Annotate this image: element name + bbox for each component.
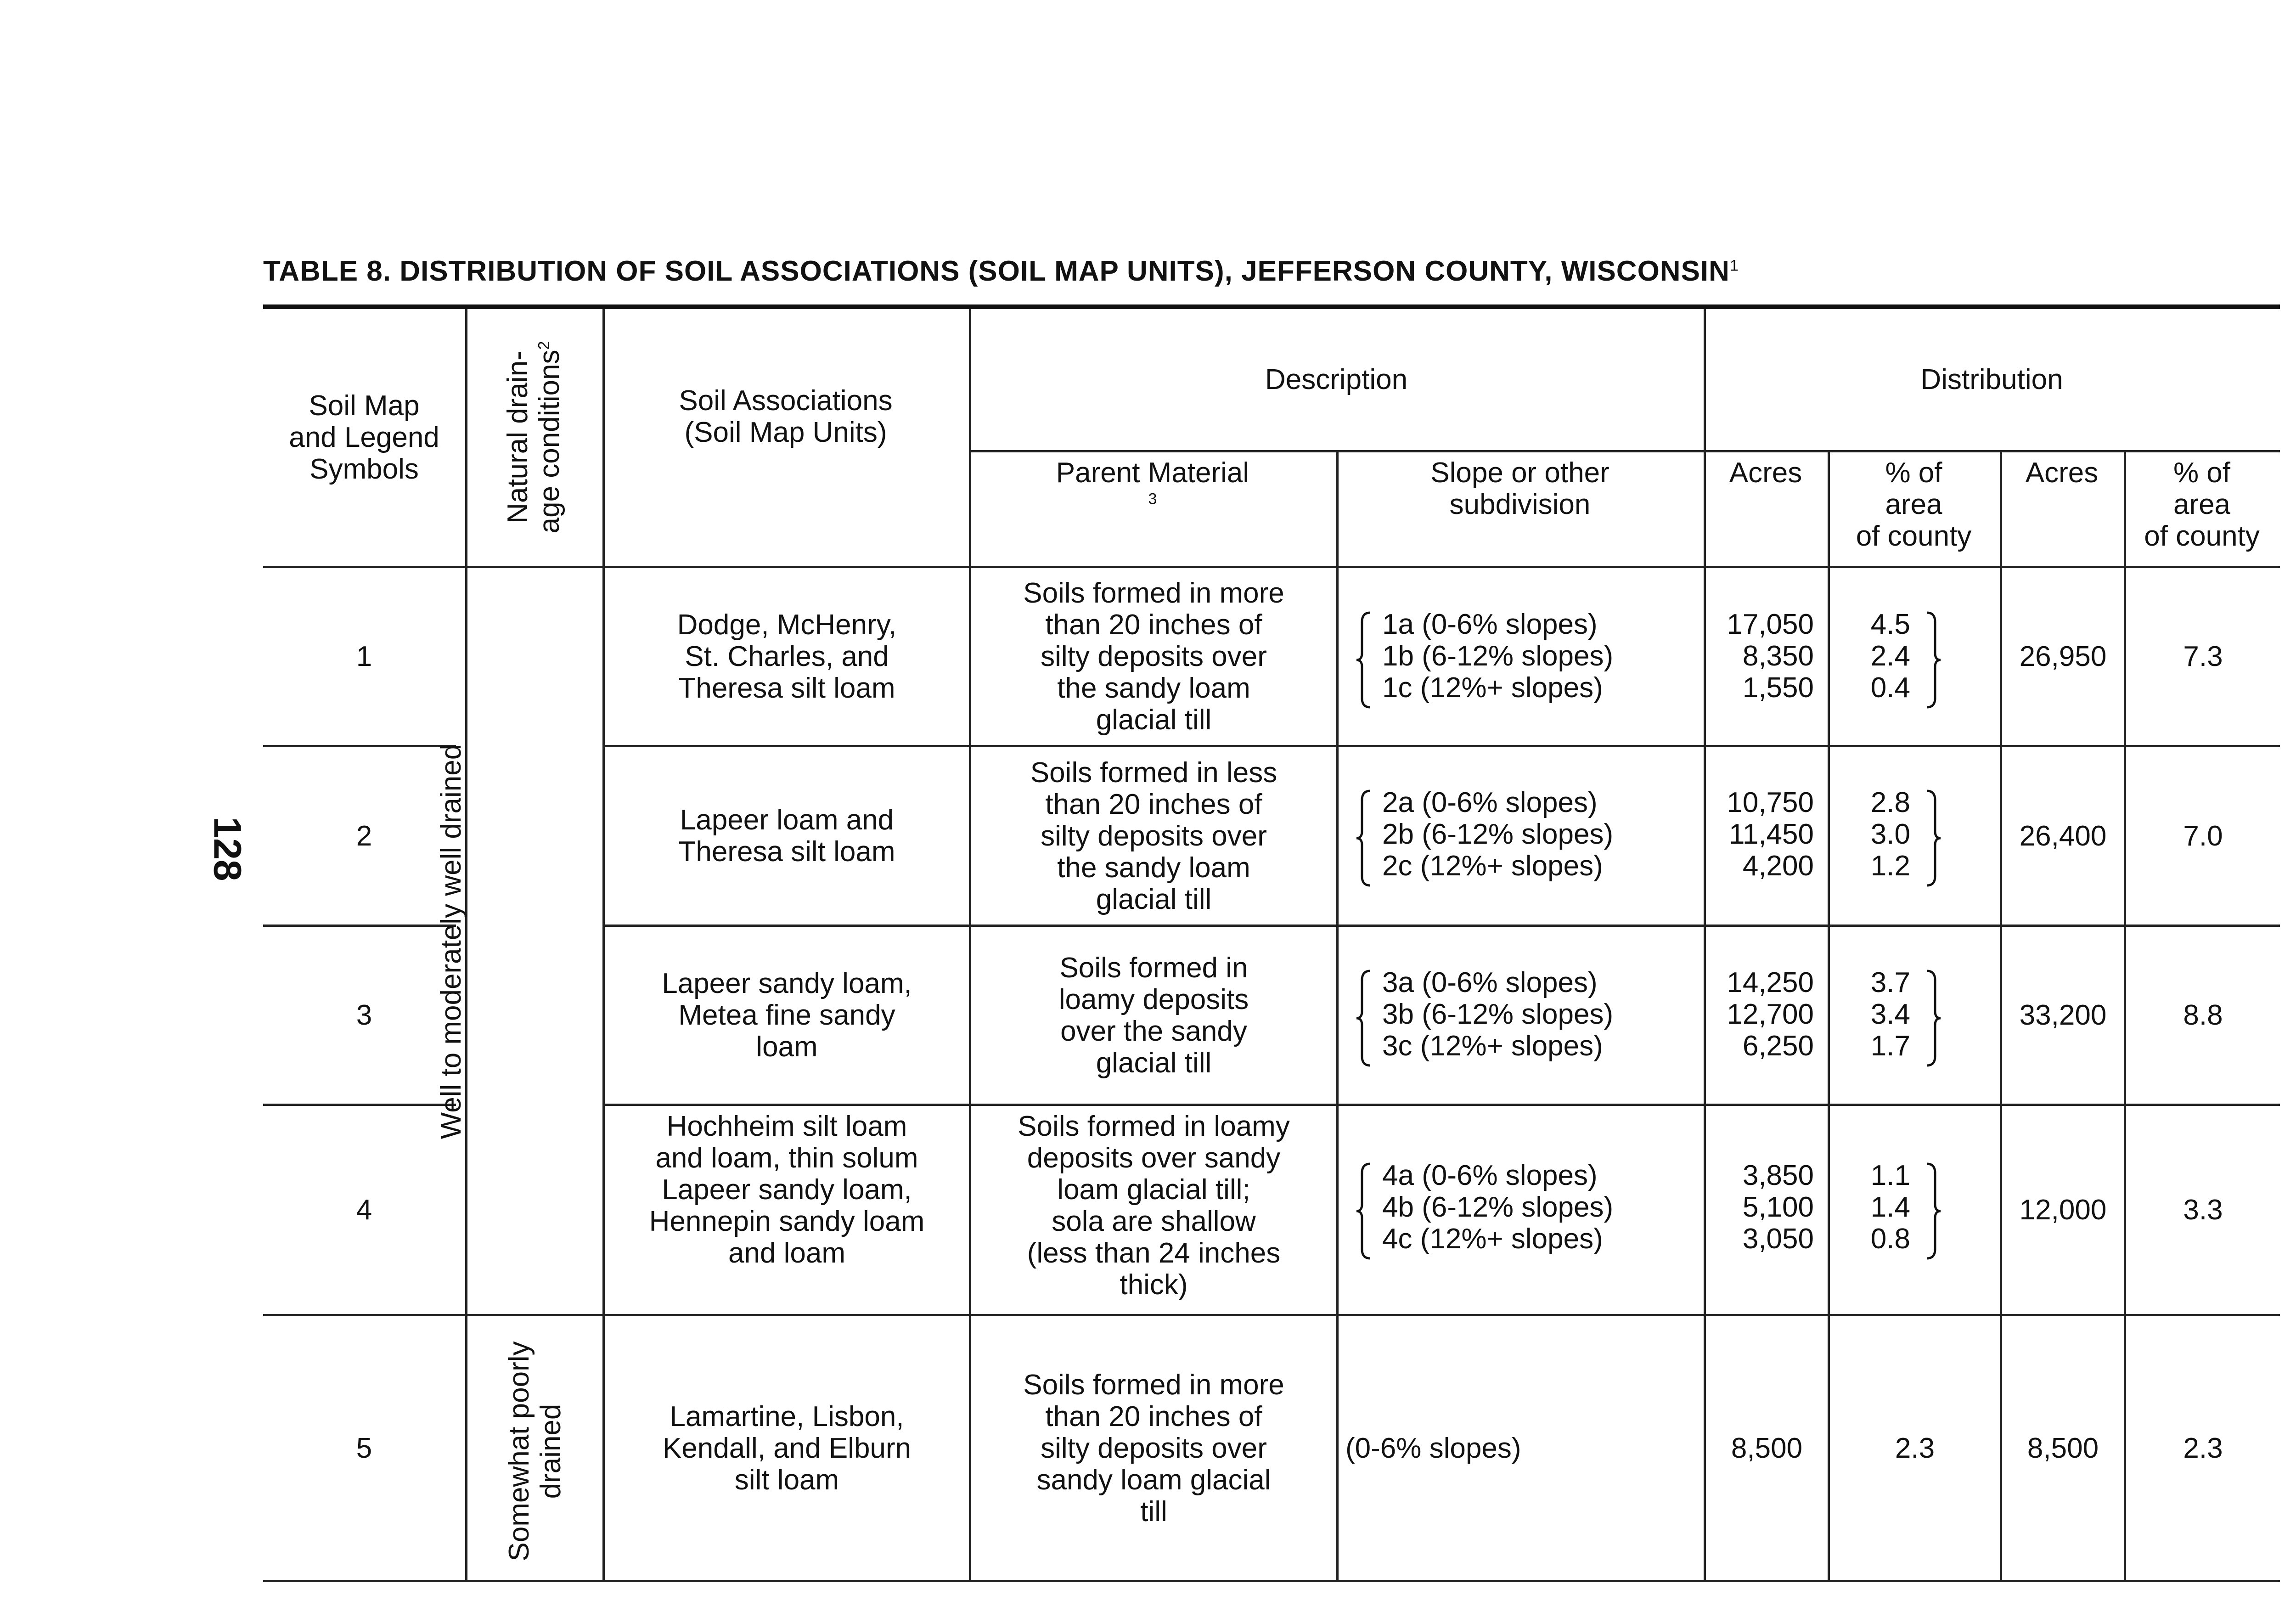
row4-association-text: Hochheim silt loam and loam, thin solum Lapeer sandy loam, Hennepin sandy loam and loam — [649, 1111, 925, 1269]
header-distribution — [1704, 309, 2280, 450]
header-drainage-footnote: 2 — [535, 341, 553, 350]
row4-acres: 3,850 5,100 3,050 — [1742, 1160, 1814, 1255]
row4-parent — [971, 1111, 1336, 1314]
row3-parent — [971, 927, 1336, 1104]
row1-parent-text: Soils formed in more than 20 inches of silty deposits over the sandy loam glacial till — [1023, 577, 1284, 736]
header-symbols-text: Soil Map and Legend Symbols — [289, 390, 439, 485]
header-associations — [602, 309, 969, 566]
row1-acres: 17,050 8,350 1,550 — [1727, 609, 1814, 704]
row1-association-text: Dodge, McHenry, St. Charles, and Theresa silt loam — [677, 609, 897, 704]
table-title-text: TABLE 8. DISTRIBUTION OF SOIL ASSOCIATIONS (SOIL MAP UNITS), JEFFERSON COUNTY, WISCONSIN — [263, 255, 1730, 287]
row5-pcts — [1830, 1316, 2000, 1580]
header-acres-1-text: Acres — [1729, 457, 1802, 489]
row2-slopes: 2a (0-6% slopes) 2b (6-12% slopes) 2c (12%+ slopes) — [1382, 787, 1614, 882]
row2-symbol — [263, 747, 465, 925]
row5-pcts-text: 2.3 — [1895, 1432, 1935, 1464]
header-parent-material-text — [1056, 457, 1249, 520]
row2-parent-text: Soils formed in less than 20 inches of silty deposits over the sandy loam glacial till — [1030, 756, 1277, 915]
row3-parent-text: Soils formed in loamy deposits over the sandy glacial till — [1058, 952, 1249, 1079]
header-parent-material-label: Parent Material — [1056, 457, 1249, 489]
row1-slopes: 1a (0-6% slopes) 1b (6-12% slopes) 1c (12%+ slopes) — [1382, 609, 1614, 704]
drainage-group-well-text: Well to moderately well drained — [435, 744, 467, 1139]
subheader-rule — [969, 450, 2280, 452]
header-associations-text: Soil Associations (Soil Map Units) — [679, 385, 893, 448]
header-acres-2 — [2000, 457, 2124, 566]
header-drainage-text — [502, 341, 565, 534]
page-number: 128 — [206, 817, 249, 881]
row4-symbol — [263, 1106, 465, 1314]
row4-pct-brace — [1924, 1162, 1942, 1261]
header-description-text: Description — [1265, 364, 1408, 395]
row3-acres: 14,250 12,700 6,250 — [1727, 967, 1814, 1062]
row3-total-pct-text: 8.8 — [2183, 999, 2223, 1031]
header-parent-material — [969, 457, 1336, 566]
row5-slopes — [1345, 1316, 1575, 1580]
row5-total-pct — [2126, 1316, 2280, 1580]
row2-association — [605, 747, 969, 925]
row5-total-pct-text: 2.3 — [2183, 1432, 2223, 1464]
row2-acres: 10,750 11,450 4,200 — [1727, 787, 1814, 882]
row3-symbol — [263, 927, 465, 1104]
row5-symbol-text: 5 — [356, 1432, 372, 1464]
row3-total-acres-text: 33,200 — [2019, 999, 2107, 1031]
row4-pcts: 1.1 1.4 0.8 — [1870, 1160, 1910, 1255]
row4-slopes: 4a (0-6% slopes) 4b (6-12% slopes) 4c (12%+ slopes) — [1382, 1160, 1614, 1255]
row1-slope-brace — [1355, 611, 1373, 710]
col-divider-4 — [1336, 450, 1339, 1581]
row1-total-pct — [2126, 568, 2280, 745]
header-slope — [1336, 457, 1704, 566]
drainage-group-somewhat-poorly-text: Somewhat poorly drained — [503, 1341, 567, 1562]
row5-association — [605, 1316, 969, 1580]
row1-symbol-text: 1 — [356, 641, 372, 672]
row4-association — [605, 1111, 969, 1314]
row5-association-text: Lamartine, Lisbon, Kendall, and Elburn silt loam — [662, 1400, 912, 1496]
row2-association-text: Lapeer loam and Theresa silt loam — [678, 804, 895, 868]
row4-total-acres-text: 12,000 — [2019, 1194, 2107, 1226]
header-symbols — [263, 309, 465, 566]
header-pct-2-text: % of area of county — [2144, 457, 2260, 552]
row1-total-pct-text: 7.3 — [2183, 641, 2223, 672]
row2-total-acres — [2002, 747, 2124, 925]
header-drainage — [458, 309, 609, 566]
row5-parent-text: Soils formed in more than 20 inches of silty deposits over sandy loam glacial till — [1023, 1369, 1284, 1528]
header-pct-1 — [1828, 457, 2000, 566]
header-distribution-text: Distribution — [1920, 364, 2063, 395]
header-acres-2-text: Acres — [2025, 457, 2099, 489]
row1-pct-brace — [1924, 611, 1942, 710]
row5-acres-text: 8,500 — [1731, 1432, 1803, 1464]
row4-parent-text: Soils formed in loamy deposits over sandy loam glacial till; sola are shallow (less than 24 inches thick) — [1018, 1111, 1290, 1301]
row2-pcts: 2.8 3.0 1.2 — [1870, 787, 1910, 882]
row3-pcts: 3.7 3.4 1.7 — [1870, 967, 1910, 1062]
col-divider-1b — [465, 1314, 467, 1581]
row1-association — [605, 568, 969, 745]
row5-parent — [971, 1316, 1336, 1580]
row2-symbol-text: 2 — [356, 820, 372, 852]
table-title — [263, 255, 1739, 288]
row3-association — [605, 927, 969, 1104]
header-description — [969, 309, 1704, 450]
row5-total-acres-text: 8,500 — [2027, 1432, 2099, 1464]
row4-slope-brace — [1355, 1162, 1373, 1261]
row4-total-pct-text: 3.3 — [2183, 1194, 2223, 1226]
header-parent-material-footnote: 3 — [1148, 490, 1157, 508]
row3-symbol-text: 3 — [356, 999, 372, 1031]
row1-pcts: 4.5 2.4 0.4 — [1870, 609, 1910, 704]
row4-symbol-text: 4 — [356, 1194, 372, 1226]
row1-parent — [971, 568, 1336, 745]
header-pct-1-text: % of area of county — [1856, 457, 1972, 552]
row5-slopes-text: (0-6% slopes) — [1345, 1432, 1521, 1464]
header-drainage-label: Natural drain- age conditions — [502, 350, 565, 534]
row1-symbol — [263, 568, 465, 745]
row3-association-text: Lapeer sandy loam, Metea fine sandy loam — [662, 968, 912, 1063]
row2-parent — [971, 747, 1336, 925]
drainage-group-somewhat-poorly — [503, 1318, 567, 1584]
row5-symbol — [263, 1316, 465, 1580]
row2-total-pct — [2126, 747, 2280, 925]
row3-slope-brace — [1355, 969, 1373, 1068]
header-acres-1 — [1704, 457, 1828, 566]
row2-slope-brace — [1355, 789, 1373, 888]
header-pct-2 — [2124, 457, 2280, 566]
row1-total-acres-text: 26,950 — [2019, 641, 2107, 672]
table-title-footnote: 1 — [1729, 257, 1739, 275]
row3-total-pct — [2126, 927, 2280, 1104]
row3-slopes: 3a (0-6% slopes) 3b (6-12% slopes) 3c (12%+ slopes) — [1382, 967, 1614, 1062]
row3-pct-brace — [1924, 969, 1942, 1068]
header-slope-text: Slope or other subdivision — [1430, 457, 1609, 520]
row5-acres — [1706, 1316, 1828, 1580]
row3-total-acres — [2002, 927, 2124, 1104]
row2-pct-brace — [1924, 789, 1942, 888]
row1-total-acres — [2002, 568, 2124, 745]
row2-total-acres-text: 26,400 — [2019, 820, 2107, 852]
row4-total-acres — [2002, 1106, 2124, 1314]
row2-total-pct-text: 7.0 — [2183, 820, 2223, 852]
row5-total-acres — [2002, 1316, 2124, 1580]
row4-total-pct — [2126, 1106, 2280, 1314]
